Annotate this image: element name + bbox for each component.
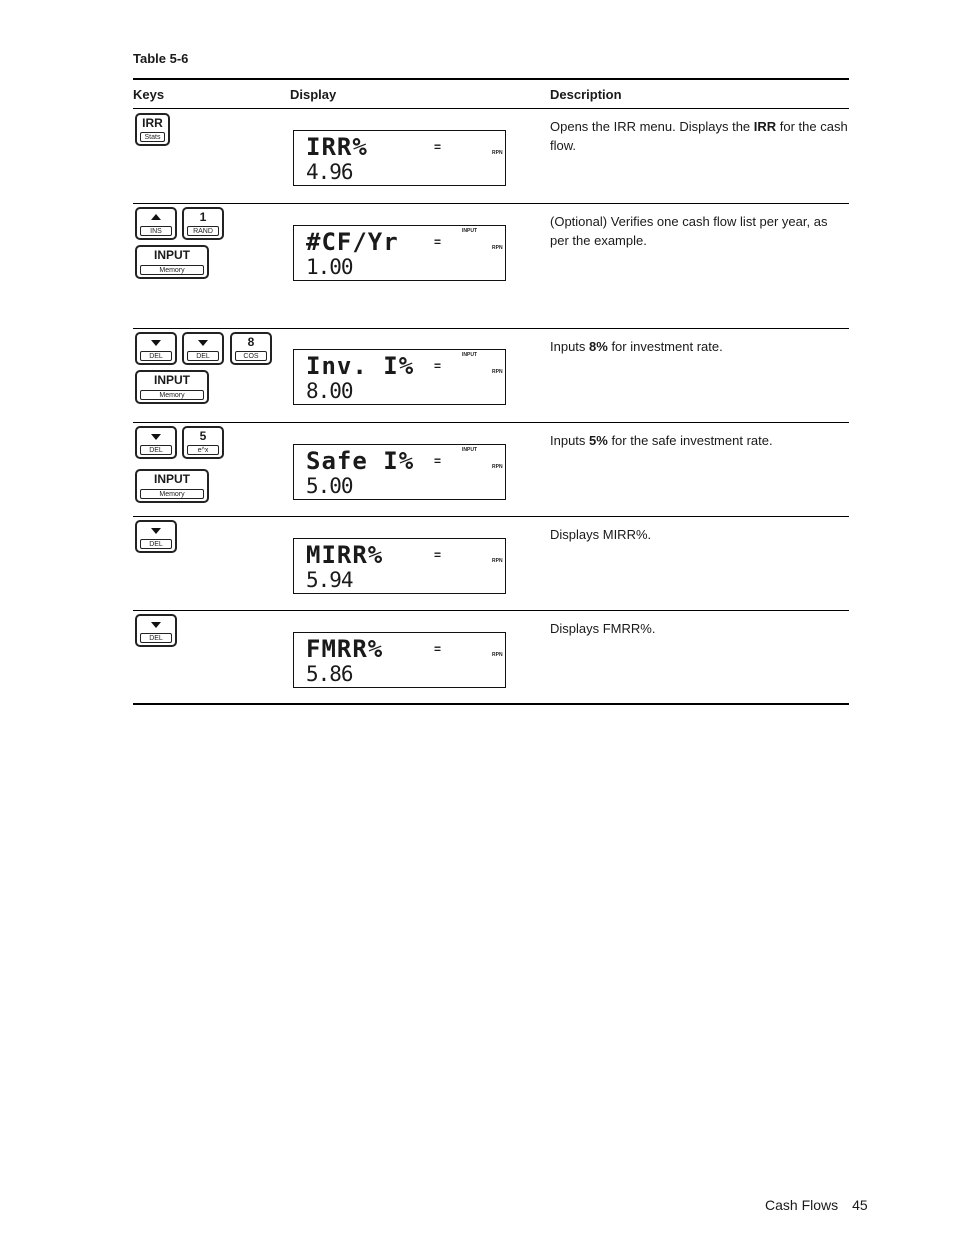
display-rpn-indicator: RPN bbox=[492, 150, 503, 156]
key-sublabel: INS bbox=[140, 226, 172, 236]
description-cell: Displays FMRR%. bbox=[550, 621, 656, 636]
display-line-1: Safe I% bbox=[306, 447, 415, 475]
display-line-1: Inv. I% bbox=[306, 352, 415, 380]
description-cell: Displays MIRR%. bbox=[550, 527, 652, 542]
display-line-1: #CF/Yr bbox=[306, 228, 399, 256]
display-equals-indicator: = bbox=[434, 454, 442, 468]
up-arrow-icon bbox=[151, 214, 161, 220]
display-equals-indicator: = bbox=[434, 359, 442, 373]
key-sublabel: DEL bbox=[140, 351, 172, 361]
display-equals-indicator: = bbox=[434, 548, 442, 562]
down-arrow-icon bbox=[198, 340, 208, 346]
display-line-2: 1.00 bbox=[306, 255, 353, 279]
page-footer bbox=[765, 1197, 868, 1213]
calculator-display bbox=[293, 349, 506, 405]
irr-key bbox=[135, 113, 170, 146]
header-description: Description bbox=[550, 87, 622, 102]
table-top-rule bbox=[133, 78, 849, 80]
digit-5-key bbox=[182, 426, 224, 459]
display-equals-indicator: = bbox=[434, 140, 442, 154]
key-label: INPUT bbox=[154, 248, 190, 262]
display-input-indicator: INPUT bbox=[462, 228, 477, 234]
key-sublabel: Stats bbox=[140, 132, 165, 142]
down-arrow-icon bbox=[151, 528, 161, 534]
description-cell: Inputs 5% for the safe investment rate. bbox=[550, 433, 773, 448]
key-sublabel: DEL bbox=[140, 633, 172, 643]
key-sublabel: Memory bbox=[140, 265, 204, 275]
description-cell: (Optional) Verifies one cash flow list per year, as per the example. bbox=[550, 214, 828, 248]
down-arrow-icon bbox=[151, 622, 161, 628]
input-key bbox=[135, 469, 209, 503]
display-rpn-indicator: RPN bbox=[492, 558, 503, 564]
calculator-display bbox=[293, 225, 506, 281]
up-arrow-key bbox=[135, 207, 177, 240]
key-sublabel: COS bbox=[235, 351, 267, 361]
calculator-display bbox=[293, 538, 506, 594]
display-equals-indicator: = bbox=[434, 642, 442, 656]
key-sublabel: RAND bbox=[187, 226, 219, 236]
header-keys: Keys bbox=[133, 87, 165, 102]
display-line-2: 5.00 bbox=[306, 474, 353, 498]
table-row bbox=[133, 204, 849, 328]
header-display: Display bbox=[290, 87, 337, 102]
display-equals-indicator: = bbox=[434, 235, 442, 249]
display-rpn-indicator: RPN bbox=[492, 652, 503, 658]
display-line-2: 8.00 bbox=[306, 379, 353, 403]
display-input-indicator: INPUT bbox=[462, 447, 477, 453]
display-line-1: MIRR% bbox=[306, 541, 384, 569]
down-arrow-key bbox=[135, 520, 177, 553]
calculator-display bbox=[293, 444, 506, 500]
display-line-2: 4.96 bbox=[306, 160, 353, 184]
display-rpn-indicator: RPN bbox=[492, 369, 503, 375]
display-line-2: 5.94 bbox=[306, 568, 353, 592]
key-sublabel: Memory bbox=[140, 489, 204, 499]
down-arrow-key bbox=[135, 426, 177, 459]
display-line-1: FMRR% bbox=[306, 635, 384, 663]
key-sublabel: e^x bbox=[187, 445, 219, 455]
key-label: 5 bbox=[199, 429, 207, 443]
display-rpn-indicator: RPN bbox=[492, 464, 503, 470]
display-rpn-indicator: RPN bbox=[492, 245, 503, 251]
table-caption: Table 5-6 bbox=[133, 51, 189, 66]
display-line-2: 5.86 bbox=[306, 662, 353, 686]
table-bottom-rule bbox=[133, 703, 849, 705]
calculator-display bbox=[293, 130, 506, 186]
table-row bbox=[133, 423, 849, 516]
description-cell: Inputs 8% for investment rate. bbox=[550, 339, 723, 354]
down-arrow-key bbox=[135, 332, 177, 365]
down-arrow-key bbox=[135, 614, 177, 647]
footer-section-title: Cash Flows bbox=[765, 1197, 839, 1213]
display-line-1: IRR% bbox=[306, 133, 368, 161]
down-arrow-key bbox=[182, 332, 224, 365]
key-label: 8 bbox=[247, 335, 255, 349]
description-cell: Opens the IRR menu. Displays the IRR for the cash flow. bbox=[550, 119, 848, 153]
key-sublabel: Memory bbox=[140, 390, 204, 400]
key-sublabel: DEL bbox=[140, 445, 172, 455]
down-arrow-icon bbox=[151, 434, 161, 440]
input-key bbox=[135, 245, 209, 279]
key-label: INPUT bbox=[154, 472, 190, 486]
digit-1-key bbox=[182, 207, 224, 240]
table-row bbox=[133, 611, 849, 703]
digit-8-key bbox=[230, 332, 272, 365]
key-label: 1 bbox=[199, 210, 207, 224]
key-sublabel: DEL bbox=[140, 539, 172, 549]
input-key bbox=[135, 370, 209, 404]
calculator-display bbox=[293, 632, 506, 688]
key-label: IRR bbox=[142, 116, 163, 130]
table-row bbox=[133, 329, 849, 422]
table-row bbox=[133, 109, 849, 203]
key-sublabel: DEL bbox=[187, 351, 219, 361]
page-number: 45 bbox=[852, 1197, 868, 1213]
down-arrow-icon bbox=[151, 340, 161, 346]
table-row bbox=[133, 517, 849, 610]
key-label: INPUT bbox=[154, 373, 190, 387]
display-input-indicator: INPUT bbox=[462, 352, 477, 358]
